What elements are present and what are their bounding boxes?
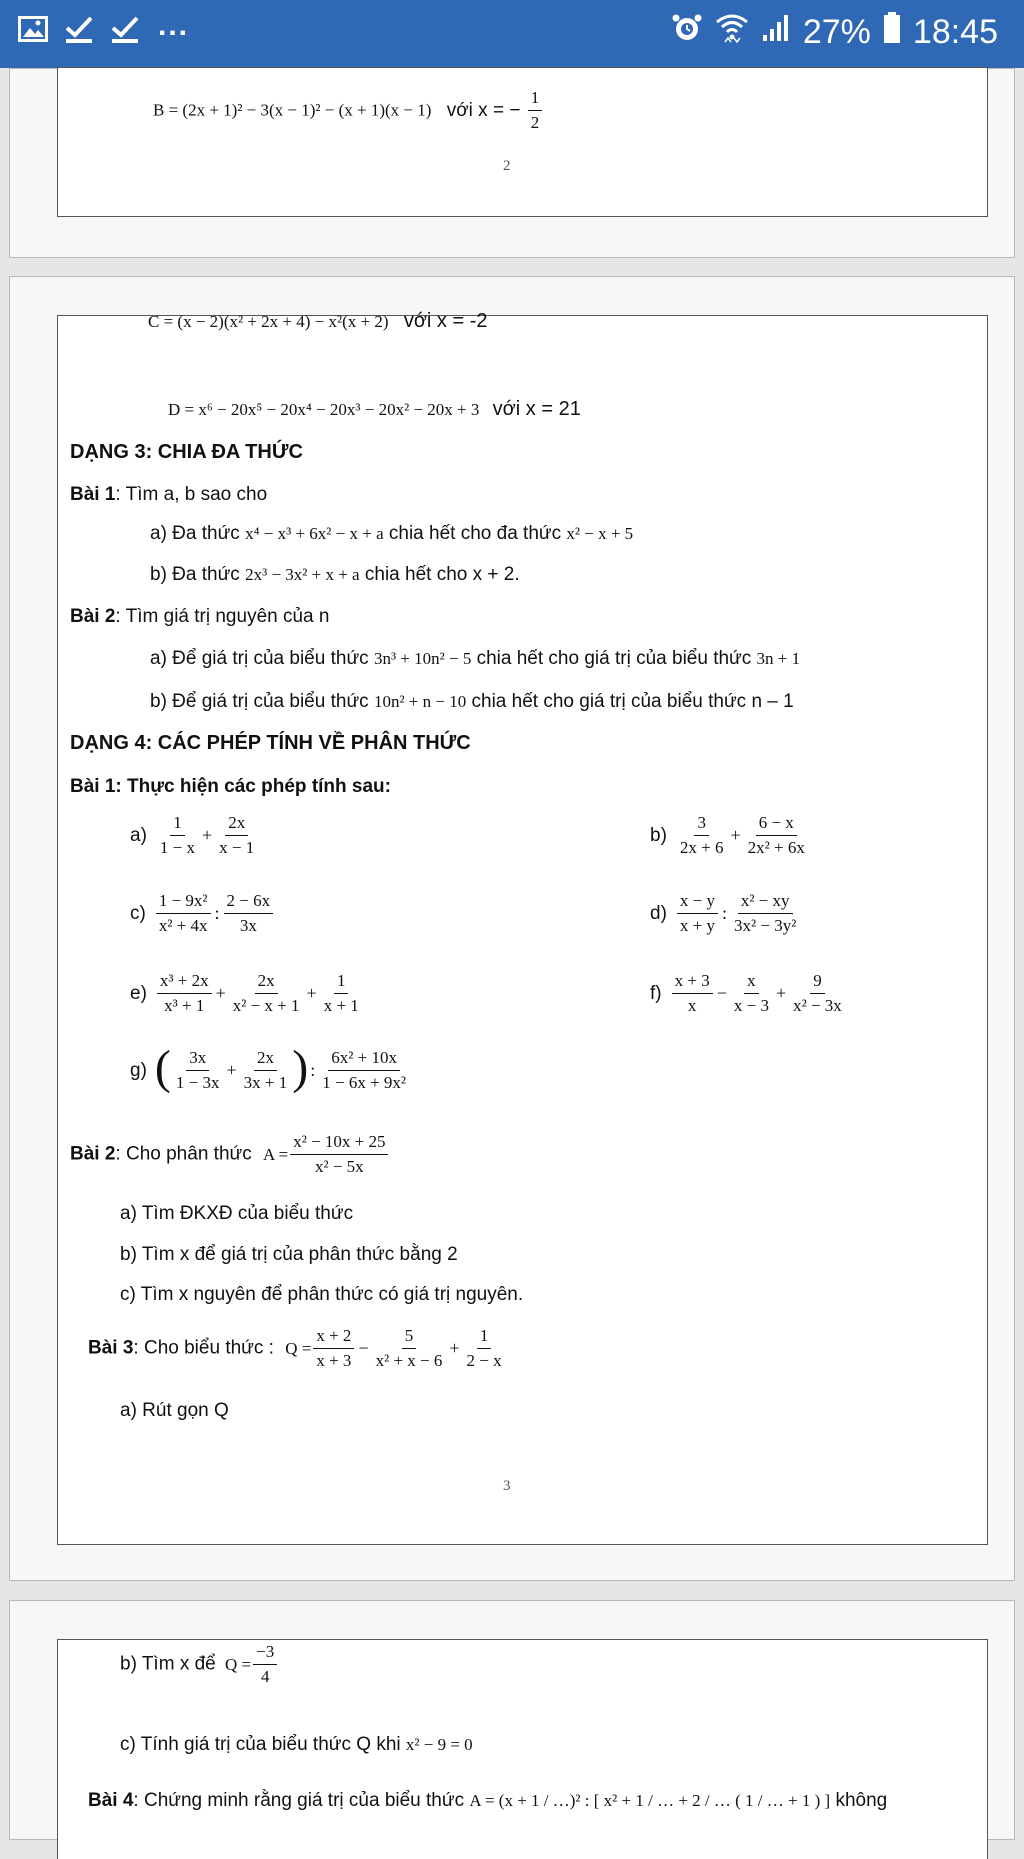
exercise-g: g) ( $\frac{3x}{1 - 3x}$ + $\frac{2x}{3x + 1}$ ) : $\frac{\text{6x² + 10x}}{\text{1 − 6x + 9x²}}$	[130, 1040, 407, 1094]
exercise-a: a) $\frac{1}{1 - x}$ + $\frac{2x}{x - 1}$	[130, 813, 255, 857]
document-page-3	[9, 276, 1015, 1581]
exercise-3b: b) Tìm x để Q = $\frac{-3}{4}$	[120, 1642, 279, 1687]
exercise-4: Bài 4: Chứng minh rằng giá trị của biểu thức A = (x + 1 / …)² : [ x² + 1 / … + 2 / … ( 1 / … + 1 ) ] không	[88, 1790, 888, 1811]
image-icon	[18, 16, 48, 47]
exercise-2a-fraction: a) Tìm ĐKXĐ của biểu thức	[120, 1203, 354, 1224]
exercise-b: b) $\frac{3}{2x + 6}$ + $\frac{6 - x}{\text{2x² + 6x}}$	[650, 813, 805, 857]
alarm-icon	[671, 12, 703, 53]
expression-d: D = x⁶ − 20x⁵ − 20x⁴ − 20x³ − 20x² − 20x + 3 với x = 21	[168, 398, 581, 420]
exercise-3a: a) Rút gọn Q	[120, 1400, 229, 1421]
section-heading-dang-3: DẠNG 3: CHIA ĐA THỨC	[70, 441, 303, 463]
exercise-3c: c) Tính giá trị của biểu thức Q khi x² − 9 = 0	[120, 1734, 473, 1755]
status-bar	[0, 0, 1024, 68]
checkmark-download-icon	[110, 14, 140, 49]
exercise-2a: a) Để giá trị của biểu thức 3n³ + 10n² − 5 chia hết cho giá trị của biểu thức 3n + 1	[150, 648, 801, 669]
exercise-2b-fraction: b) Tìm x để giá trị của phân thức bằng 2	[120, 1244, 458, 1265]
battery-percent: 27%	[802, 13, 871, 51]
expression-b: B = (2x + 1)² − 3(x − 1)² − (x + 1)(x − 1) với x = − $\frac{1}{2}$	[153, 88, 544, 133]
exercise-2c-fraction: c) Tìm x nguyên để phân thức có giá trị nguyên.	[120, 1284, 524, 1305]
content-frame	[57, 310, 988, 1545]
clock: 18:45	[912, 13, 998, 51]
exercise-2-title: Bài 2: Tìm giá trị nguyên của n	[70, 606, 330, 627]
content-frame	[57, 67, 988, 217]
wifi-icon	[715, 12, 749, 53]
exercise-1a: a) Đa thức x⁴ − x³ + 6x² − x + a chia hết cho đa thức x² − x + 5	[150, 523, 634, 544]
page-number: 3	[503, 1478, 511, 1494]
exercise-2-fraction: Bài 2: Cho phân thức A = $\frac{\text{x² − 10x + 25}}{\text{x² − 5x}}$	[70, 1132, 390, 1177]
document-page-4	[9, 1600, 1015, 1840]
more-notifications: ...	[158, 8, 190, 42]
checkmark-download-icon	[64, 14, 94, 49]
battery-icon	[883, 12, 901, 53]
signal-icon	[761, 13, 791, 52]
exercise-f: f) $\frac{x + 3}{x}$ − $\frac{x}{x - 3}$ + $\frac{9}{\text{x² − 3x}}$	[650, 971, 842, 1015]
exercise-d: d) $\frac{x - y}{x + y}$ : $\frac{\text{x² − xy}}{\text{3x² − 3y²}}$	[650, 891, 797, 935]
exercise-1-fractions-title: Bài 1: Thực hiện các phép tính sau:	[70, 776, 391, 797]
exercise-3: Bài 3: Cho biểu thức : Q = $\frac{x + 2}{x + 3}$ − $\frac{5}{\text{x² + x − 6}}$ + $\frac{1}{2 - x}$	[88, 1326, 502, 1370]
exercise-c: c) $\frac{\text{1 − 9x²}}{\text{x² + 4x}}$ : $\frac{2 - 6x}{3x}$	[130, 891, 275, 936]
exercise-e: e) $\frac{\text{x³ + 2x}}{\text{x³ + 1}}$ + $\frac{2x}{\text{x² − x + 1}}$ + $\frac{1}{x + 1}$	[130, 971, 359, 1015]
page-number: 2	[503, 158, 511, 174]
content-frame	[57, 1639, 988, 1859]
expression-c: C = (x − 2)(x² + 2x + 4) − x²(x + 2) với x = -2	[148, 310, 488, 332]
document-page-2	[9, 68, 1015, 258]
exercise-1-title: Bài 1: Tìm a, b sao cho	[70, 484, 268, 505]
section-heading-dang-4: DẠNG 4: CÁC PHÉP TÍNH VỀ PHÂN THỨC	[70, 732, 471, 754]
exercise-2b: b) Để giá trị của biểu thức 10n² + n − 10 chia hết cho giá trị của biểu thức n – 1	[150, 691, 794, 712]
exercise-1b: b) Đa thức 2x³ − 3x² + x + a chia hết cho x + 2.	[150, 564, 520, 585]
